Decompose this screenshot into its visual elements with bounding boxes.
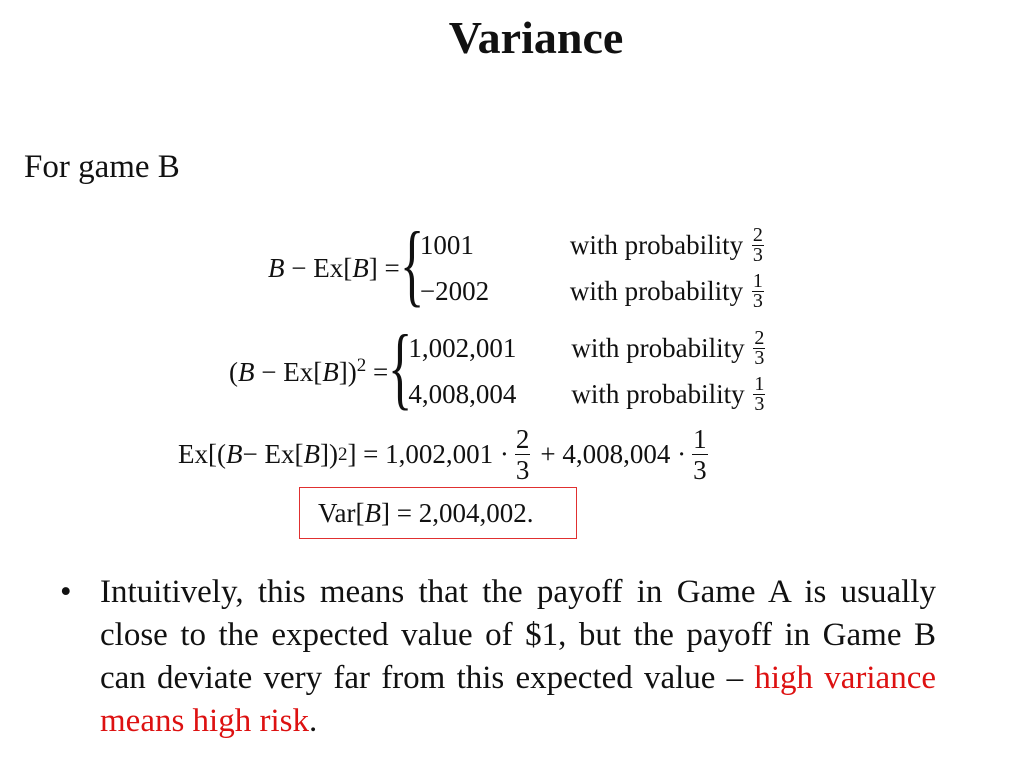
cases	[408, 325, 767, 417]
case-row	[408, 325, 767, 371]
expr-text: − Ex[	[242, 439, 304, 469]
fraction-numerator: 2	[752, 223, 763, 246]
bullet-body: Intuitively, this means that the payoff in Game A is usually close to the expected value of $1, but the payoff in Game B can deviate very far from this expected value –	[100, 574, 936, 696]
case-row	[420, 222, 766, 268]
case-condition	[571, 372, 767, 415]
result-text: ] = 2,004,002.	[380, 497, 534, 528]
variance-result-box	[299, 487, 577, 539]
expr-text: ])	[319, 439, 338, 469]
fraction-denominator: 3	[754, 392, 765, 415]
left-brace-icon: {	[399, 213, 424, 315]
fraction-numerator: 2	[515, 424, 530, 454]
case-condition	[569, 269, 766, 312]
equation-lhs	[268, 252, 400, 283]
fraction	[692, 424, 708, 485]
lhs-text: (	[229, 357, 238, 387]
var-b: B	[268, 252, 285, 283]
var-b: B	[364, 497, 381, 528]
condition-text: with probability	[569, 229, 744, 260]
cases	[420, 222, 766, 314]
expr-text: Ex[(	[178, 439, 226, 469]
equation-deviation	[268, 213, 766, 315]
var-b: B	[322, 357, 339, 387]
expr-text: ] = 1,002,001 ·	[347, 439, 509, 469]
fraction-numerator: 1	[693, 424, 707, 454]
slide-title: Variance	[448, 12, 624, 63]
fraction-numerator: 1	[754, 372, 765, 395]
probability-fraction	[753, 326, 765, 369]
case-value: −2002	[419, 275, 490, 306]
case-value: 4,008,004	[408, 378, 517, 409]
fraction-numerator: 1	[752, 269, 763, 292]
bullet-highlight: high variance means high risk	[100, 660, 936, 739]
bullet-text	[100, 571, 936, 743]
bullet-point	[60, 571, 936, 743]
condition-text: with probability	[569, 275, 744, 306]
fraction-denominator: 3	[754, 346, 765, 369]
fraction-denominator: 3	[752, 243, 763, 266]
expr-text: + 4,008,004 ·	[540, 439, 687, 469]
result-text: Var[	[318, 497, 365, 528]
lhs-text: − Ex[	[284, 252, 353, 283]
var-b: B	[303, 439, 320, 469]
var-b: B	[238, 357, 255, 387]
intro-text: For game B	[24, 149, 180, 185]
case-value: 1,002,001	[408, 332, 517, 363]
lhs-text: ] =	[368, 252, 400, 283]
case-condition	[569, 223, 766, 266]
equation-expectation	[178, 424, 710, 485]
bullet-icon: •	[60, 574, 72, 610]
exponent: 2	[356, 355, 367, 376]
probability-fraction	[752, 223, 764, 266]
case-row	[420, 268, 766, 314]
left-brace-icon: {	[388, 316, 413, 418]
exponent: 2	[337, 444, 348, 465]
fraction-denominator: 3	[515, 455, 530, 485]
case-condition	[571, 326, 767, 369]
bullet-end: .	[308, 703, 318, 739]
equation-lhs	[229, 356, 388, 386]
fraction	[515, 424, 531, 485]
equation-squared-deviation	[229, 316, 767, 418]
lhs-text: =	[366, 357, 389, 387]
lhs-text: ])	[338, 357, 357, 387]
case-row	[408, 371, 767, 417]
fraction-denominator: 3	[693, 455, 707, 485]
condition-text: with probability	[571, 332, 745, 363]
fraction-numerator: 2	[754, 326, 765, 349]
condition-text: with probability	[571, 378, 745, 409]
probability-fraction	[753, 372, 765, 415]
var-b: B	[352, 252, 369, 283]
case-value: 1001	[419, 229, 474, 260]
var-b: B	[225, 439, 243, 469]
fraction-denominator: 3	[752, 289, 763, 312]
lhs-text: − Ex[	[254, 357, 323, 387]
probability-fraction	[752, 269, 764, 312]
